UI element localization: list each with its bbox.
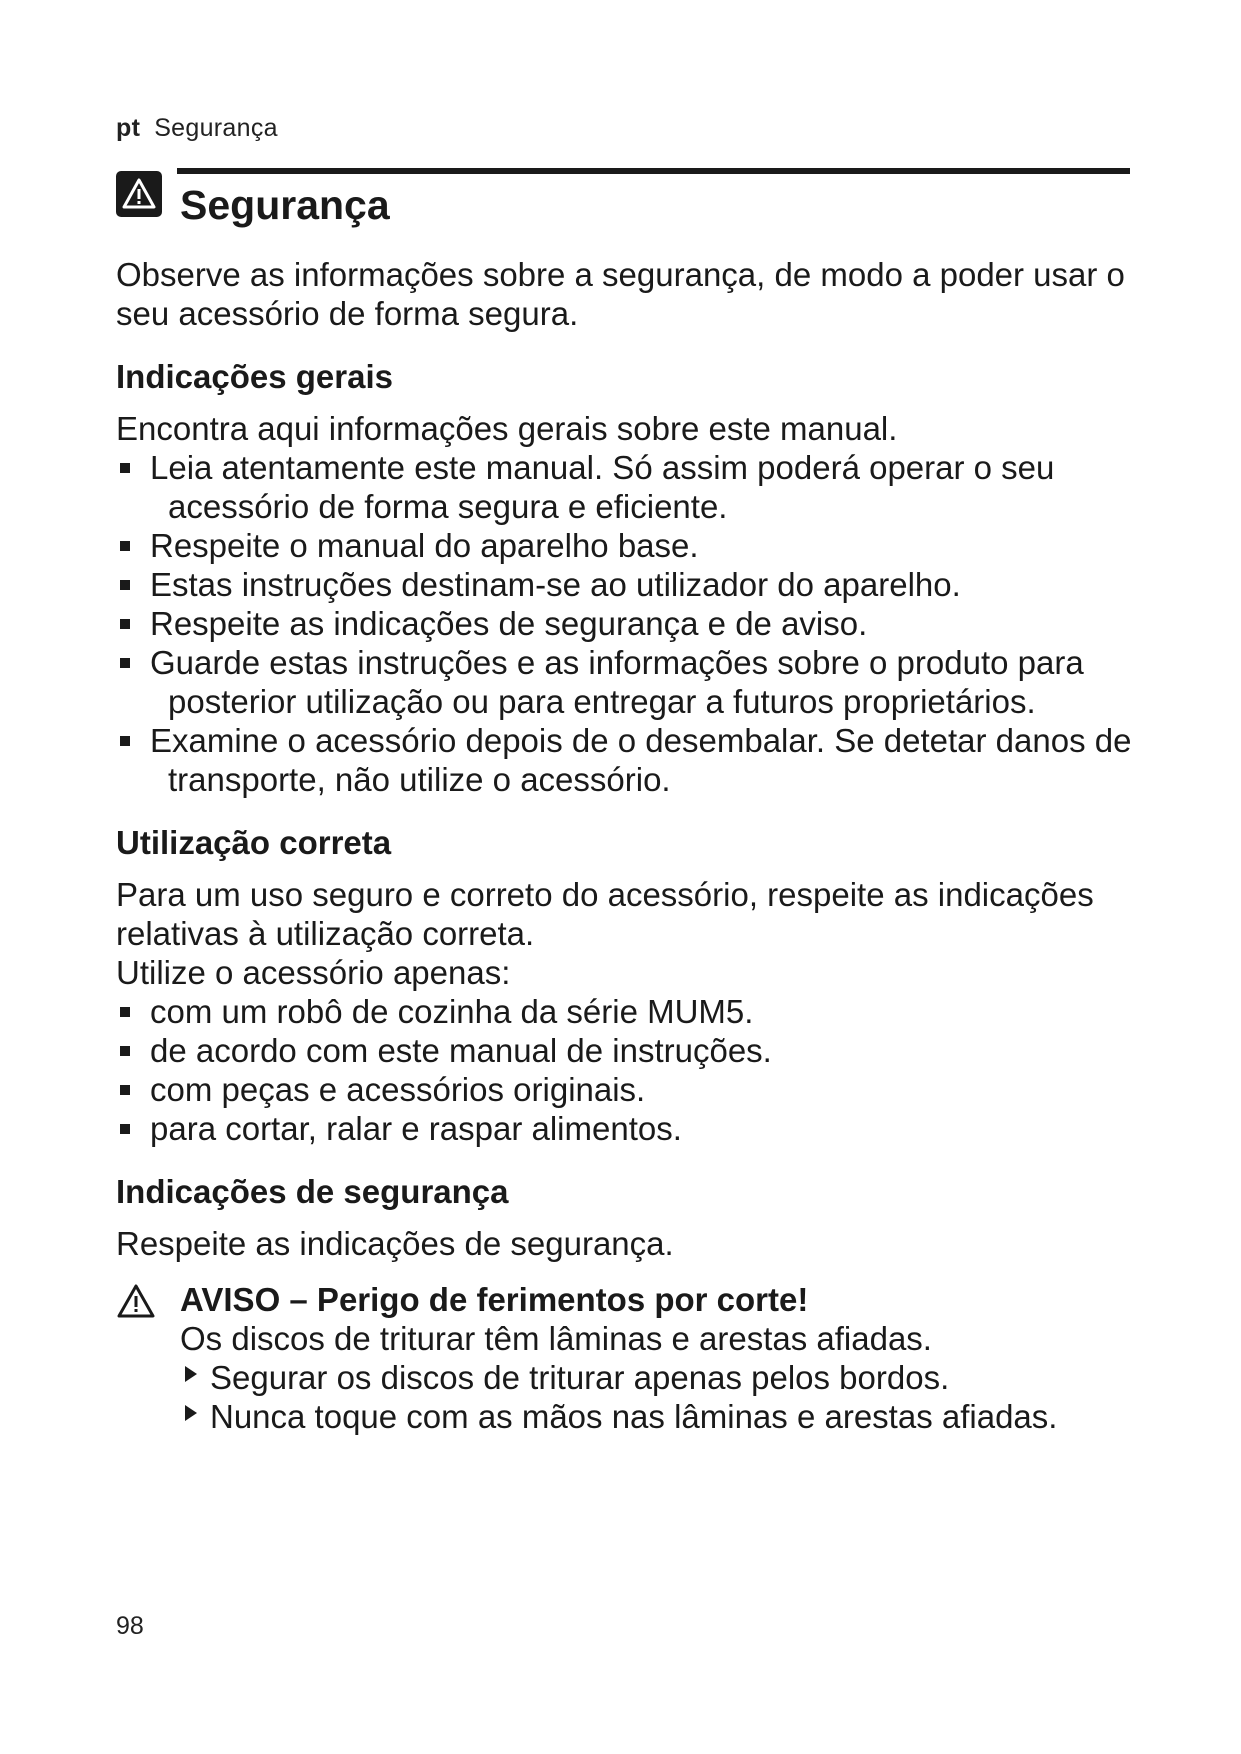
warning-triangle-icon [116,1283,156,1319]
main-content [116,255,1136,1436]
square-bullet-icon [120,658,130,668]
page-number: 98 [116,1612,144,1640]
list-item: Respeite as indicações de segurança e de aviso. [116,604,1136,643]
list-item: com um robô de cozinha da série MUM5. [116,992,1136,1031]
list-item: Guarde estas instruções e as informações sobre o produto para posterior utilização ou para entregar a futuros proprietários. [116,643,1136,721]
warning-actions [180,1358,1136,1436]
page-title: Segurança [180,182,390,228]
list-item: de acordo com este manual de instruções. [116,1031,1136,1070]
usage-lead-2: Utilize o acessório apenas: [116,954,511,991]
arrow-right-icon [185,1405,197,1421]
language-code: pt [116,114,141,142]
heading-usage: Utilização correta [116,824,392,861]
action-item: Segurar os discos de triturar apenas pelos bordos. [180,1358,1136,1397]
square-bullet-icon [120,463,130,473]
square-bullet-icon [120,1085,130,1095]
list-item: para cortar, ralar e raspar alimentos. [116,1109,1136,1148]
square-bullet-icon [120,736,130,746]
title-rule [177,168,1130,174]
square-bullet-icon [120,1007,130,1017]
warning-text: Os discos de triturar têm lâminas e arestas afiadas. [180,1320,932,1357]
list-item: Respeite o manual do aparelho base. [116,526,1136,565]
general-list [116,448,1136,799]
header-section: Segurança [154,114,278,142]
warning-title: AVISO – Perigo de ferimentos por corte! [180,1281,809,1318]
arrow-right-icon [185,1366,197,1382]
safety-lead: Respeite as indicações de segurança. [116,1225,674,1262]
warning-box-icon [116,171,162,217]
heading-safety: Indicações de segurança [116,1173,509,1210]
square-bullet-icon [120,580,130,590]
warning-block [116,1281,1136,1436]
heading-general: Indicações gerais [116,358,393,395]
square-bullet-icon [120,1124,130,1134]
running-header [116,114,278,143]
action-item: Nunca toque com as mãos nas lâminas e arestas afiadas. [180,1397,1136,1436]
intro-paragraph: Observe as informações sobre a segurança, de modo a poder usar o seu acessório de forma segura. [116,256,1125,332]
list-item: Leia atentamente este manual. Só assim poderá operar o seu acessório de forma segura e eficiente. [116,448,1136,526]
list-item: Estas instruções destinam-se ao utilizador do aparelho. [116,565,1136,604]
square-bullet-icon [120,619,130,629]
list-item: com peças e acessórios originais. [116,1070,1136,1109]
square-bullet-icon [120,541,130,551]
list-item: Examine o acessório depois de o desembalar. Se detetar danos de transporte, não utilize o acessório. [116,721,1136,799]
general-lead: Encontra aqui informações gerais sobre este manual. [116,410,898,447]
usage-lead: Para um uso seguro e correto do acessório, respeite as indicações relativas à utilização correta. [116,876,1094,952]
usage-list [116,992,1136,1148]
square-bullet-icon [120,1046,130,1056]
